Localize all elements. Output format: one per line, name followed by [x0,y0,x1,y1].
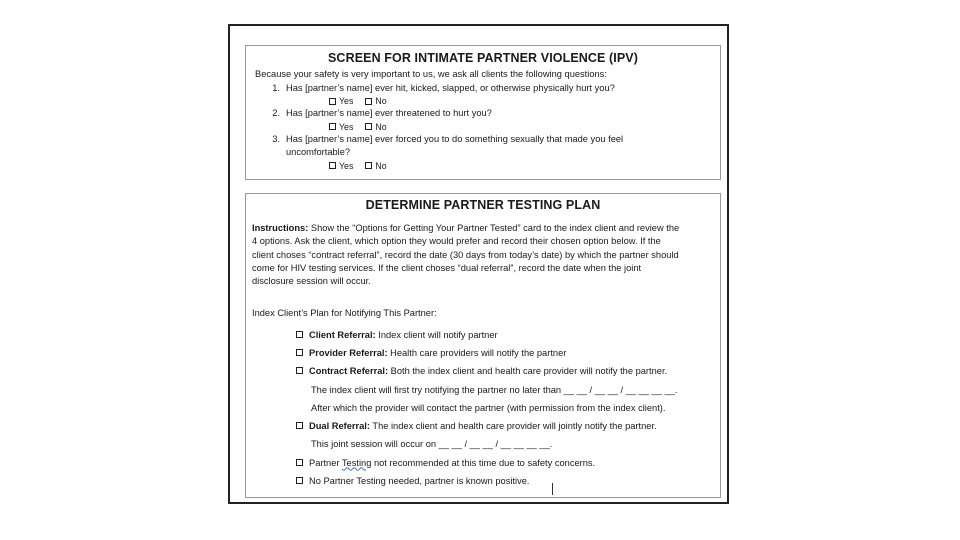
testing-not-recommended-option[interactable] [296,454,720,472]
testing-not-needed-option[interactable] [296,472,720,490]
spellcheck-word: Testing [341,457,372,468]
instructions-label: Instructions: [252,223,309,233]
checkbox-icon [296,349,303,356]
yes-label: Yes [339,96,354,107]
question-number: 1. [272,82,280,93]
text-cursor [552,483,553,495]
client-referral-option[interactable] [296,326,720,344]
option-label: Provider Referral: [309,348,388,359]
dual-referral-date-line: This joint session will occur on __ __ / __ __ / __ __ __ __. [311,439,553,450]
checkbox-icon [365,123,372,130]
ipv-intro-text: Because your safety is very important to us, we ask all clients the following questions: [255,69,607,79]
question-number: 2. [272,108,280,119]
question-text: Has [partner’s name] ever forced you to do something sexually that made you feel [286,133,624,144]
option-text: Index client will notify partner [375,330,498,341]
plan-section-title: DETERMINE PARTNER TESTING PLAN [365,198,601,212]
option-label: Contract Referral: [309,366,389,377]
option-text: No Partner Testing needed, partner is known positive. [309,475,530,486]
option-label: Client Referral: [309,330,376,341]
q3-yes-checkbox[interactable] [329,160,353,172]
instructions-line: disclosure session will occur. [252,276,371,287]
option-text: Health care providers will notify the partner [387,348,567,359]
q1-no-checkbox[interactable] [365,95,386,107]
provider-referral-option[interactable] [296,344,720,362]
q2-no-checkbox[interactable] [365,121,386,133]
checkbox-icon [329,98,336,105]
q2-yes-checkbox[interactable] [329,121,353,133]
q3-no-checkbox[interactable] [365,160,386,172]
yes-label: Yes [339,160,354,171]
checkbox-icon [365,162,372,169]
option-text: not recommended at this time due to safety concerns. [371,457,596,468]
question-text: Has [partner’s name] ever threatened to hurt you? [286,108,492,119]
checkbox-icon [296,331,303,338]
plan-instructions [252,222,711,288]
checkbox-icon [296,459,303,466]
checkbox-icon [329,123,336,130]
notification-options-list [246,326,720,490]
ipv-screening-section [245,45,721,180]
contract-referral-note: After which the provider will contact the partner (with permission from the index client). [311,402,666,413]
partner-testing-plan-section [245,193,721,498]
no-label: No [375,121,387,132]
option-text: Both the index client and health care provider will notify the partner. [388,366,668,377]
ipv-section-title: SCREEN FOR INTIMATE PARTNER VIOLENCE (IPV) [328,51,638,65]
question-text: Has [partner’s name] ever hit, kicked, slapped, or otherwise physically hurt you? [286,82,615,93]
notify-plan-label: Index Client’s Plan for Notifying This Partner: [252,308,437,319]
dual-referral-option[interactable] [296,417,720,435]
checkbox-icon [329,162,336,169]
yes-label: Yes [339,121,354,132]
contract-referral-date-line: The index client will first try notifying the partner no later than __ __ / __ __ / __ __ __ __. [311,384,678,395]
question-number: 3. [272,133,280,144]
option-text: Partner [309,457,342,468]
ipv-question-3 [246,133,720,172]
question-text-continued: uncomfortable? [286,147,351,158]
ipv-question-2 [246,107,720,133]
no-label: No [375,160,387,171]
q1-yes-checkbox[interactable] [329,95,353,107]
option-label: Dual Referral: [309,421,370,432]
checkbox-icon [296,367,303,374]
no-label: No [375,96,387,107]
option-text: The index client and health care provider will jointly notify the partner. [369,421,657,432]
instructions-line: Show the “Options for Getting Your Partner Tested” card to the index client and review the [308,223,680,233]
contract-referral-option[interactable] [296,362,720,380]
instructions-line: come for HIV testing services. If the client choses “dual referral”, record the date when the joint [252,262,642,273]
document-frame [228,24,729,504]
instructions-line: client choses “contract referral”, record the date (30 days from today’s date) by which the partner should [252,249,679,260]
ipv-question-1 [246,82,720,108]
checkbox-icon [296,422,303,429]
instructions-line: 4 options. Ask the client, which option they would prefer and record their chosen option below. If the [252,236,661,247]
checkbox-icon [296,477,303,484]
checkbox-icon [365,98,372,105]
